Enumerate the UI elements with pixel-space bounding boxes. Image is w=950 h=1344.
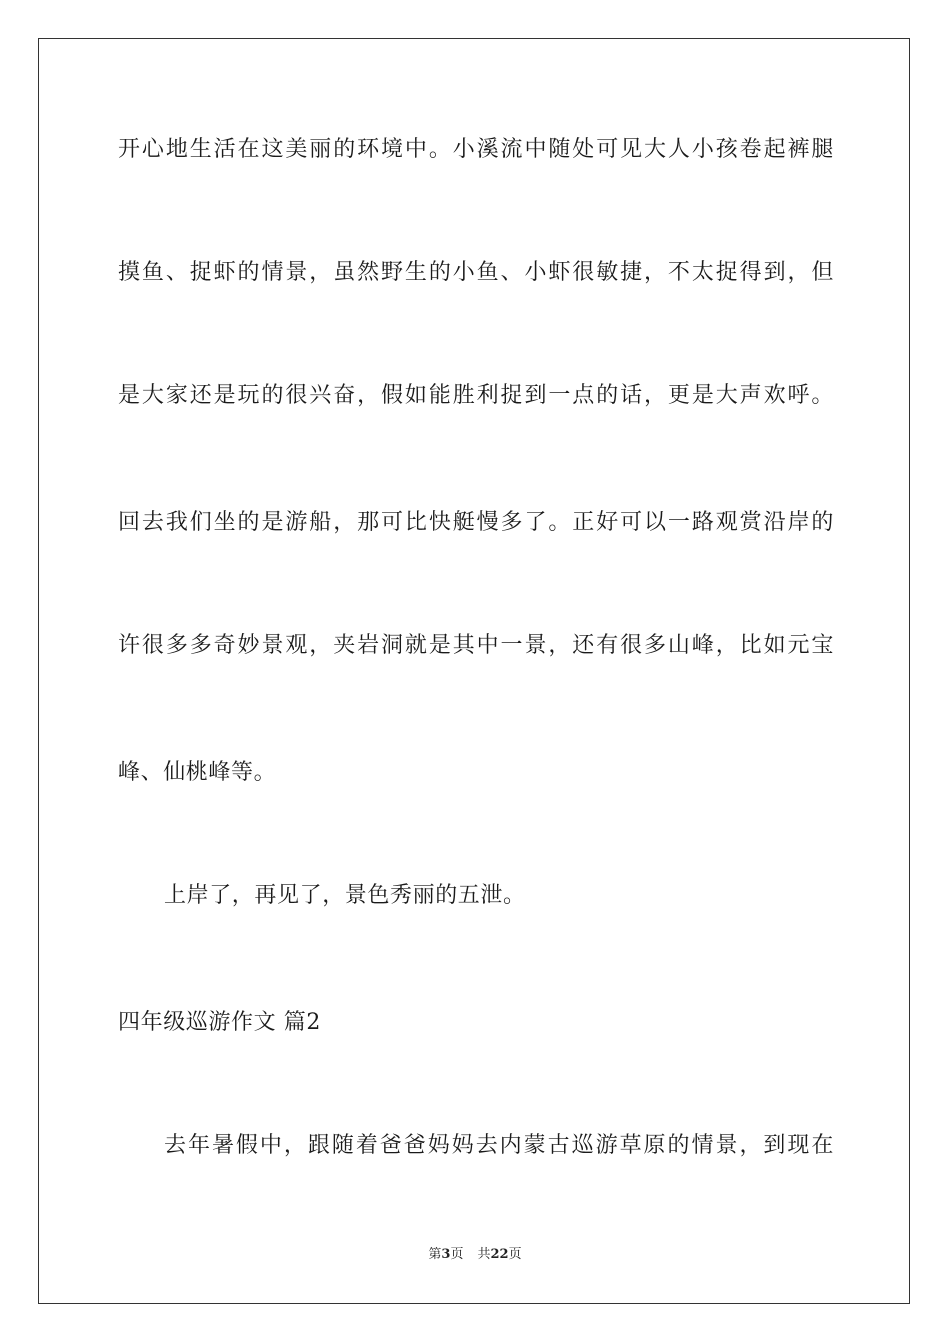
- total-prefix: 共: [477, 1247, 491, 1262]
- page-number: 3: [441, 1247, 451, 1262]
- page-footer: [0, 1246, 950, 1264]
- body-text-line: 峰、仙桃峰等。: [118, 760, 277, 785]
- body-text-line: 开心地生活在这美丽的环境中。小溪流中随处可见大人小孩卷起裤腿: [118, 137, 834, 162]
- page-frame: [38, 38, 910, 1304]
- body-text-line: 是大家还是玩的很兴奋，假如能胜利捉到一点的话，更是大声欢呼。: [118, 383, 834, 408]
- body-text-line: 回去我们坐的是游船，那可比快艇慢多了。正好可以一路观赏沿岸的: [118, 510, 834, 535]
- page-prefix: 第: [428, 1247, 442, 1262]
- paragraph-line: 上岸了，再见了，景色秀丽的五泄。: [164, 883, 526, 908]
- body-text-line: 许很多多奇妙景观，夹岩洞就是其中一景，还有很多山峰，比如元宝: [118, 633, 834, 658]
- paragraph-line: 去年暑假中，跟随着爸爸妈妈去内蒙古巡游草原的情景，到现在: [164, 1133, 834, 1158]
- total-suffix: 页: [508, 1247, 522, 1262]
- section-heading: 四年级巡游作文 篇2: [118, 1010, 321, 1035]
- body-text-line: 摸鱼、捉虾的情景，虽然野生的小鱼、小虾很敏捷，不太捉得到，但: [118, 260, 834, 285]
- page-suffix: 页: [450, 1247, 464, 1262]
- total-pages: 22: [490, 1247, 509, 1262]
